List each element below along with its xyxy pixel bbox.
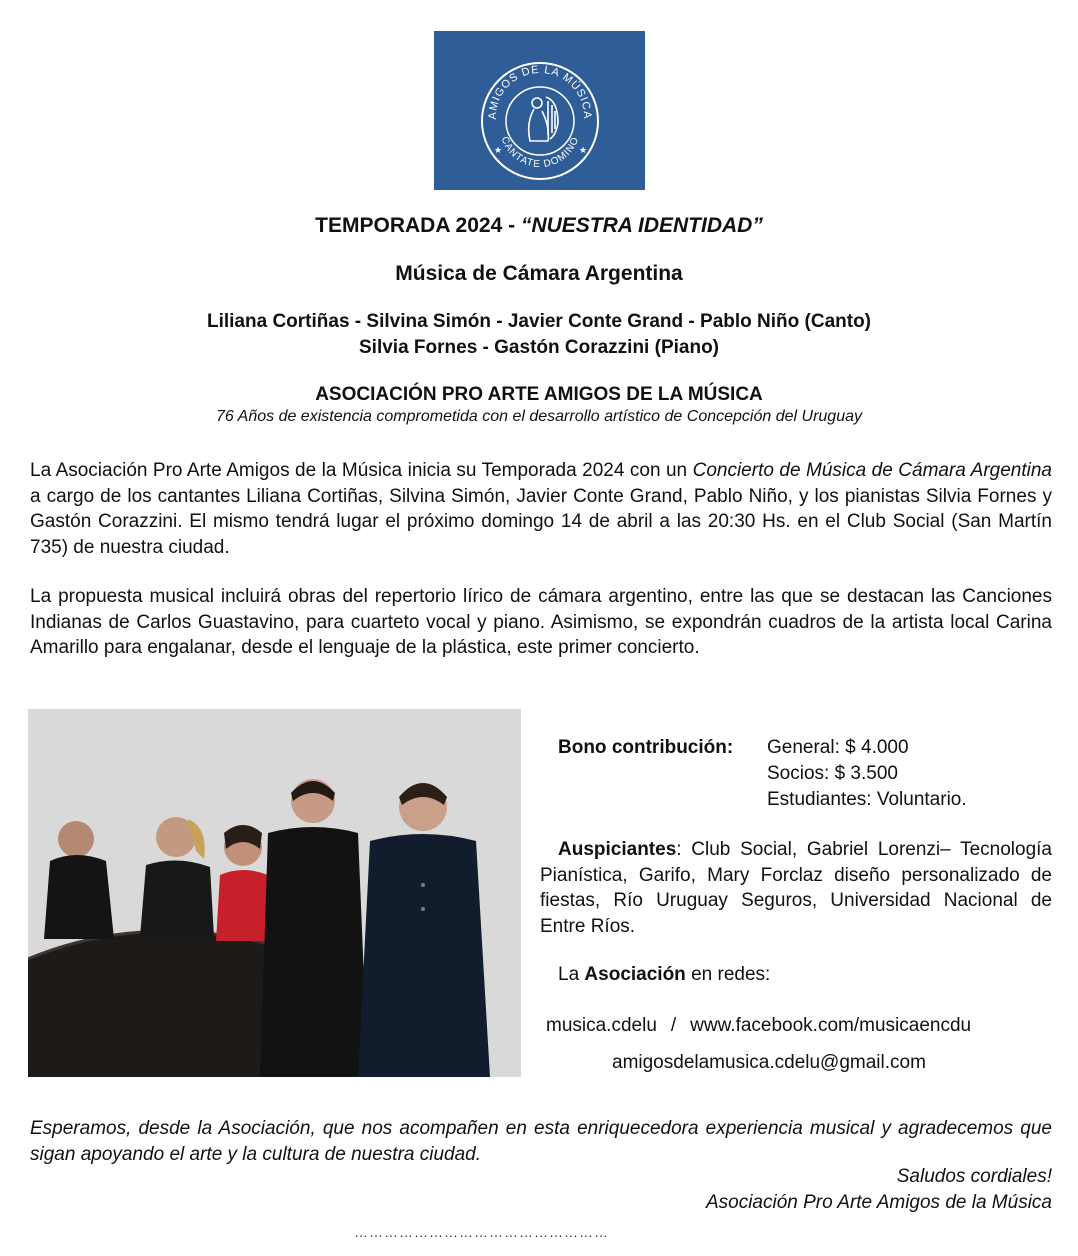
performers-photo (28, 709, 521, 1077)
sponsors-label: Auspiciantes (558, 839, 677, 860)
sponsors-block (540, 837, 1052, 939)
bono-label-text: Bono contribución: (558, 737, 734, 758)
logo-emblem (434, 31, 645, 190)
intro-text-end: a cargo de los cantantes Liliana Cortiñas, Silvina Simón, Javier Conte Grand, Pablo Niño, y los pianistas Silvia Fornes y Gastón Corazzini. El mismo tendrá lugar el próximo domingo 14 de abril a las 20:30 Hs. en el Club Social (San Martín 735) de nuestra ciudad. (30, 485, 1052, 558)
title-quote: “NUESTRA IDENTIDAD” (520, 214, 763, 237)
logo-ring-bottom: CANTATE DOMINO (498, 135, 582, 171)
facebook-link[interactable]: www.facebook.com/musicaencdu (690, 1015, 972, 1036)
intro-paragraph (30, 458, 1052, 560)
price-estudiantes: Estudiantes: Voluntario. (767, 789, 967, 810)
social-bold: Asociación (584, 964, 686, 985)
page-subtitle: Música de Cámara Argentina (395, 262, 683, 285)
email-link[interactable]: amigosdelamusica.cdelu@gmail.com (612, 1052, 926, 1073)
intro-text-start: La Asociación Pro Arte Amigos de la Música inicia su Temporada 2024 con un (30, 460, 693, 481)
social-suffix: en redes: (685, 964, 771, 985)
signature-org: Asociación Pro Arte Amigos de la Música (705, 1192, 1052, 1213)
svg-text:AMIGOS DE LA MÚSICA (487, 64, 593, 120)
bono-label (558, 735, 733, 761)
social-links (546, 1015, 971, 1037)
concert-name: Concierto de Música de Cámara Argentina (692, 460, 1052, 481)
social-prefix: La (558, 964, 585, 985)
signature-greeting: Saludos cordiales! (896, 1166, 1052, 1187)
bono-prices (767, 735, 967, 813)
social-heading (558, 964, 770, 986)
star-icon: ★ (579, 145, 588, 155)
performers-pianists: Silvia Fornes - Gastón Corazzini (Piano) (359, 337, 719, 358)
harpist-figure-icon (529, 97, 558, 141)
performers-list (0, 309, 1078, 361)
closing-paragraph: Esperamos, desde la Asociación, que nos acompañen en esta enriquecedora experiencia musical y agradecemos que sigan apoyando el arte y la cultura de nuestra ciudad. (30, 1118, 1052, 1165)
association-logo (434, 31, 645, 190)
star-icon: ★ (494, 145, 503, 155)
association-tagline: 76 Años de existencia comprometida con el desarrollo artístico de Concepción del Uruguay (216, 408, 862, 425)
performers-singers: Liliana Cortiñas - Silvina Simón - Javier Conte Grand - Pablo Niño (Canto) (206, 311, 872, 332)
sponsors-text: : Club Social, Gabriel Lorenzi– Tecnología Pianística, Garifo, Mary Forclaz diseño personalizado de fiestas, Río Uruguay Seguros, Universidad Nacional de Entre Ríos. (540, 839, 1052, 937)
instagram-handle[interactable]: musica.cdelu (546, 1015, 657, 1036)
association-name: ASOCIACIÓN PRO ARTE AMIGOS DE LA MÚSICA (315, 384, 763, 405)
divider-dots: …………………………………………… (354, 1224, 609, 1240)
price-general: General: $ 4.000 (767, 737, 909, 758)
logo-ring-top: AMIGOS DE LA MÚSICA (486, 63, 594, 120)
program-paragraph: La propuesta musical incluirá obras del repertorio lírico de cámara argentino, entre las que se destacan las Canciones Indianas de Carlos Guastavino, para cuarteto vocal y piano. Asimismo, se expondrán cuadros de la artista local Carina Amarillo para engalanar, desde el lenguaje de la plástica, este primer concierto. (30, 586, 1052, 658)
performers-photo-illustration (28, 709, 521, 1077)
price-socios: Socios: $ 3.500 (767, 763, 898, 784)
page-title (0, 214, 1078, 238)
title-prefix: TEMPORADA 2024 - (315, 214, 521, 237)
link-separator: / (670, 1015, 677, 1036)
